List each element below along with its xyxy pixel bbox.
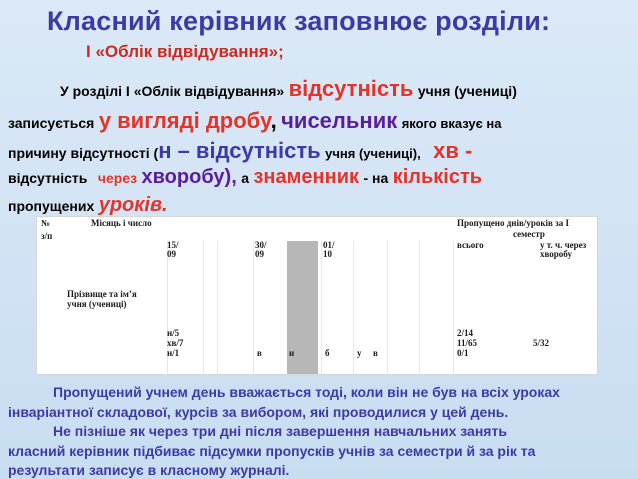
date-2-day: 30/ <box>255 240 267 250</box>
grid-line <box>353 241 354 374</box>
date-1-month: 09 <box>167 249 176 259</box>
para-line-1: У розділі І «Облік відвідування» відсутність учня (учениці) <box>60 76 517 101</box>
col-name-1: Прізвище та ім’я <box>67 289 137 299</box>
slide-title: Класний керівник заповнює розділи: <box>47 6 551 36</box>
date-2-month: 09 <box>255 249 264 259</box>
col-month-day: Місяць і число <box>91 218 152 228</box>
col-num: № <box>41 218 51 228</box>
footer-line-2: інваріантної складової, курсів за вибором, які проводилися у цей день. <box>8 404 509 420</box>
para-line-3: причину відсутності (н – відсутність учня (учениці), хв - <box>8 138 473 163</box>
missed-header-2: семестр <box>513 229 545 239</box>
missed-header-1: Пропущено днів/уроків за І <box>457 218 569 228</box>
para-line-2: записується у вигляді дробу, чисельник якого вказує на <box>8 108 502 133</box>
grid-line <box>387 241 388 374</box>
cell-r3-total: 0/1 <box>457 348 469 358</box>
cell-r1-date1: н/5 <box>167 328 180 338</box>
footer-line-3: Не пізніше як через три дні після завершення навчальних занять <box>53 423 507 439</box>
col-total: всього <box>457 240 484 250</box>
grid-line <box>321 241 322 374</box>
grid-line <box>419 241 420 374</box>
cell-r3-c5: у <box>357 348 362 358</box>
cell-r2-date1: хв/7 <box>167 338 184 348</box>
col-illness-2: хворобу <box>540 249 572 259</box>
col-num-sub: з/п <box>41 231 53 241</box>
date-3-day: 01/ <box>323 240 335 250</box>
cell-r2-total: 11/65 <box>457 338 478 348</box>
date-3-month: 10 <box>323 249 332 259</box>
footer-line-1: Пропущений учнем день вважається тоді, коли він не був на всіх уроках <box>53 384 560 400</box>
attendance-table <box>36 216 598 375</box>
para-line-5: пропущених уроків. <box>8 194 168 216</box>
footer-line-4: класний керівник підбиває підсумки пропусків учнів за семестри й за рік та <box>8 443 536 459</box>
col-name-2: учня (учениці) <box>67 299 127 309</box>
grid-line <box>217 241 218 374</box>
cell-r2-illness: 5/32 <box>533 338 550 348</box>
footer-line-5: результати записує в класному журналі. <box>8 462 290 478</box>
cell-r3-c2: в <box>257 348 262 358</box>
cell-r1-total: 2/14 <box>457 328 474 338</box>
cell-r3-c4: б <box>325 348 330 358</box>
grid-line <box>203 241 204 374</box>
grid-line <box>453 241 454 374</box>
grid-line <box>253 241 254 374</box>
slide-subtitle: І «Облік відвідування»; <box>86 42 284 61</box>
cell-r3-date1: н/1 <box>167 348 180 358</box>
col-illness-1: у т. ч. через <box>540 240 587 250</box>
date-1-day: 15/ <box>167 240 179 250</box>
cell-r3-c6: в <box>373 348 378 358</box>
para-line-4: відсутність через хворобу), а знаменник - на кількість <box>8 166 483 188</box>
cell-r3-c3: и <box>289 348 295 358</box>
